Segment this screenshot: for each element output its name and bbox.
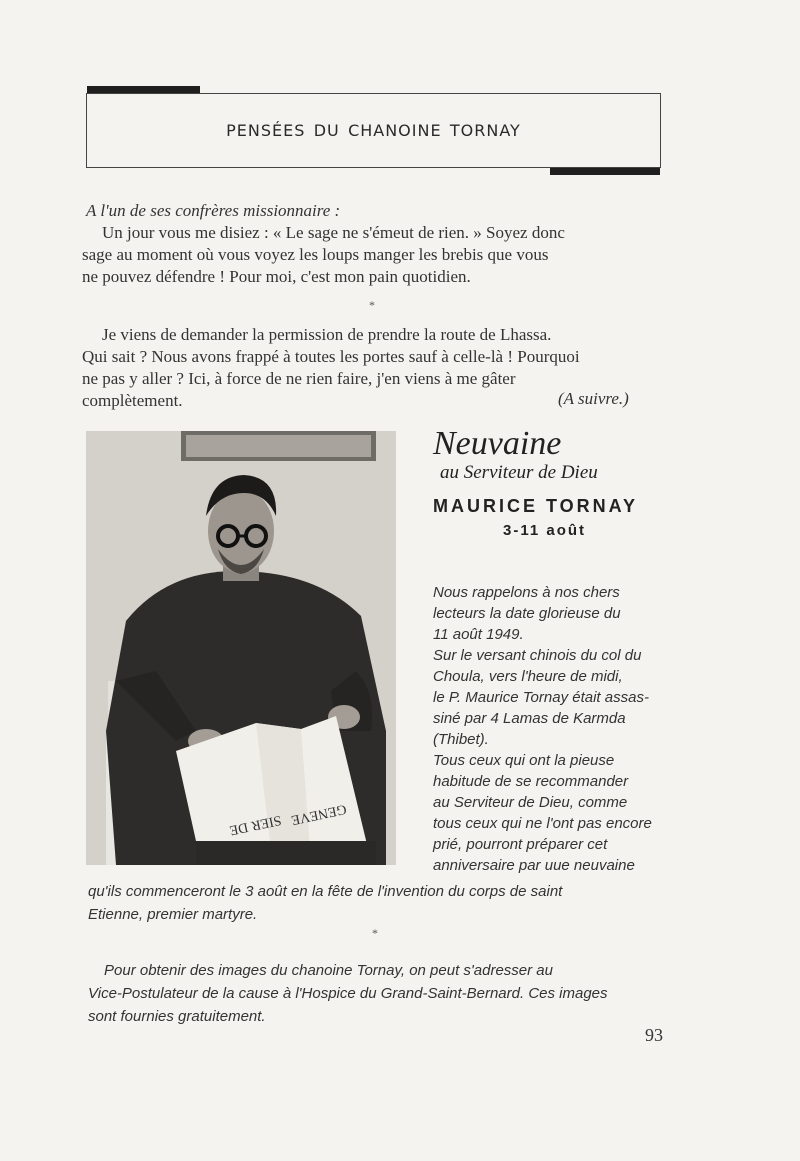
- right-column-line: anniversaire par uue neuvaine: [433, 857, 635, 874]
- suivre-note: (A suivre.): [558, 389, 629, 408]
- neuvaine-name: MAURICE TORNAY: [433, 496, 639, 516]
- images-note-line: Vice-Postulateur de la cause à l'Hospice du Grand-Saint-Bernard. Ces images: [88, 985, 608, 1002]
- header-box: [86, 93, 661, 168]
- right-column: [433, 582, 665, 876]
- section2-line: Je viens de demander la permission de prendre la route de Lhassa.: [102, 325, 552, 344]
- header-bar-top: [87, 86, 200, 93]
- right-column-line: tous ceux qui ne l'ont pas encore: [433, 815, 652, 832]
- newspaper-text-1: SIER DE: [228, 811, 283, 838]
- right-column-line: lecteurs la date glorieuse du: [433, 605, 621, 622]
- portrait-photo: [86, 431, 396, 865]
- header-bar-bottom: [550, 168, 660, 175]
- newspaper-text-2: GENEVE: [289, 800, 348, 828]
- section1-heading: A l'un de ses confrères missionnaire :: [86, 201, 341, 220]
- neuvaine-title: Neuvaine: [433, 425, 562, 462]
- right-column-line: Sur le versant chinois du col du: [433, 647, 642, 664]
- portrait-illustration: [86, 431, 396, 865]
- separator-star: *: [372, 926, 378, 940]
- right-column-line: (Thibet).: [433, 731, 489, 748]
- neuvaine-subtitle: au Serviteur de Dieu: [440, 462, 598, 483]
- right-column-line: au Serviteur de Dieu, comme: [433, 794, 628, 811]
- section1-line: sage au moment où vous voyez les loups manger les brebis que vous: [82, 245, 549, 264]
- section2-line: ne pas y aller ? Ici, à force de ne rien faire, j'en viens à me gâter: [82, 369, 516, 388]
- right-column-line: le P. Maurice Tornay était assas-: [433, 689, 649, 706]
- right-column-line: prié, pourront préparer cet: [433, 836, 608, 853]
- section2-line: Qui sait ? Nous avons frappé à toutes les portes sauf à celle-là ! Pourquoi: [82, 347, 580, 366]
- continuation-line: Etienne, premier martyre.: [88, 906, 258, 923]
- right-column-line: Nous rappelons à nos chers: [433, 584, 620, 601]
- right-column-line: habitude de se recommander: [433, 773, 629, 790]
- right-column-line: Tous ceux qui ont la pieuse: [433, 752, 615, 769]
- section1-line: Un jour vous me disiez : « Le sage ne s'émeut de rien. » Soyez donc: [102, 223, 565, 242]
- images-note-line: Pour obtenir des images du chanoine Tornay, on peut s'adresser au: [104, 962, 553, 979]
- right-column-line: siné par 4 Lamas de Karmda: [433, 710, 626, 727]
- section1-line: ne pouvez défendre ! Pour moi, c'est mon pain quotidien.: [82, 267, 471, 286]
- separator-star: *: [369, 298, 375, 312]
- right-column-line: 11 août 1949.: [433, 626, 524, 643]
- page-title: pensées du chanoine tornay: [226, 116, 521, 142]
- neuvaine-dates: 3-11 août: [503, 522, 587, 539]
- page-number: 93: [645, 1025, 663, 1045]
- right-column-line: Choula, vers l'heure de midi,: [433, 668, 623, 685]
- continuation-line: qu'ils commenceront le 3 août en la fête de l'invention du corps de saint: [88, 883, 563, 900]
- images-note-line: sont fournies gratuitement.: [88, 1008, 266, 1025]
- section2-line: complètement.: [82, 391, 183, 410]
